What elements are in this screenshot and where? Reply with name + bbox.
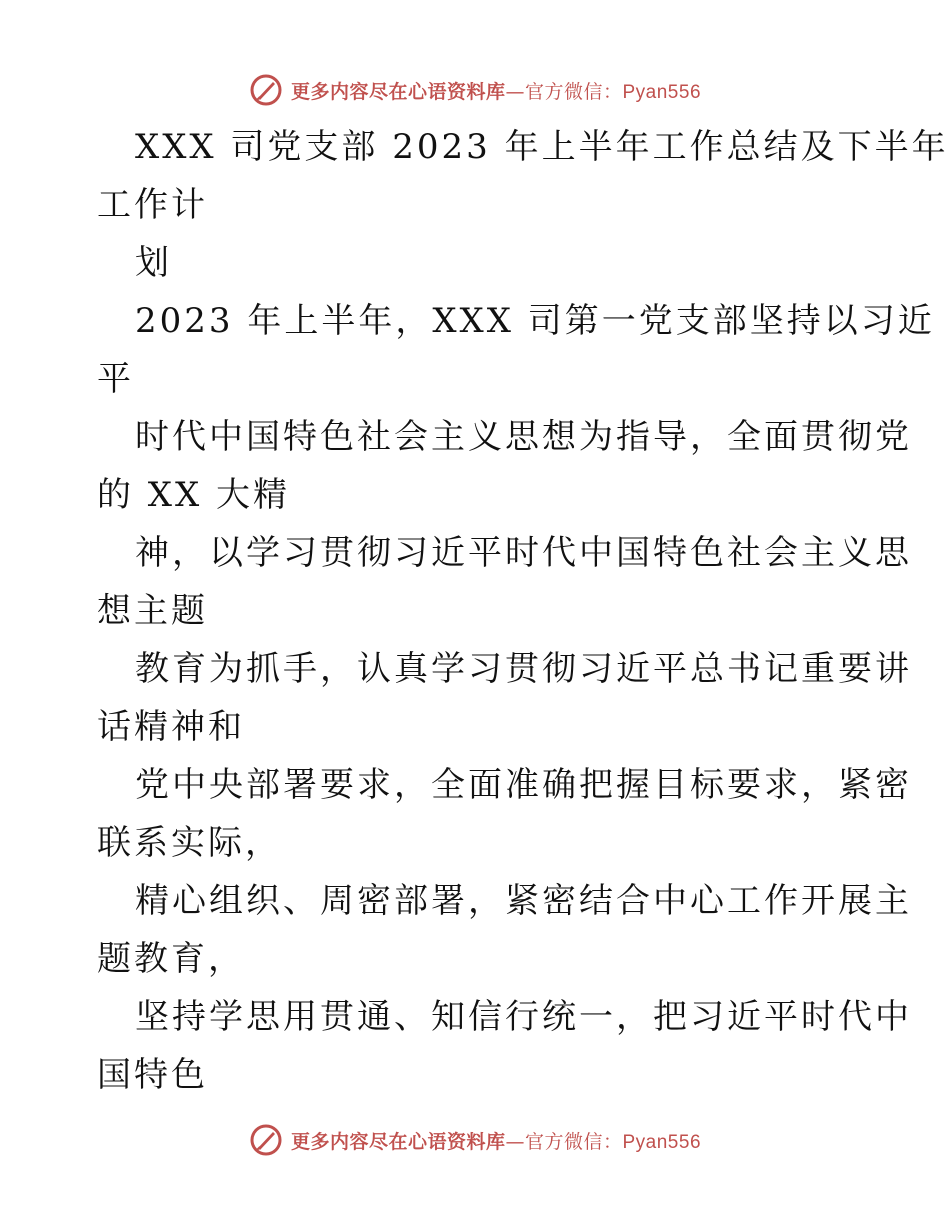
text-line: 的 XX 大精 <box>97 475 291 515</box>
text-line: 平 <box>97 359 134 399</box>
text-line: XXX 司党支部 2023 年上半年工作总结及下半年 <box>135 127 949 167</box>
text-line: 神，以学习贯彻习近平时代中国特色社会主义思 <box>135 533 912 573</box>
footer-watermark <box>0 1120 950 1160</box>
text-line: 话精神和 <box>97 707 245 747</box>
text-line: 2023 年上半年，XXX 司第一党支部坚持以习近 <box>135 301 935 341</box>
header-watermark <box>0 70 950 110</box>
text-line: 划 <box>135 243 172 283</box>
text-line: 想主题 <box>97 591 208 631</box>
text-line: 坚持学思用贯通、知信行统一，把习近平时代中 <box>135 997 912 1037</box>
text-line: 国特色 <box>97 1055 208 1095</box>
text-line: 教育为抓手，认真学习贯彻习近平总书记重要讲 <box>135 649 912 689</box>
text-line: 党中央部署要求，全面准确把握目标要求，紧密 <box>135 765 912 805</box>
text-line: 时代中国特色社会主义思想为指导，全面贯彻党 <box>135 417 912 457</box>
text-line: 联系实际， <box>97 823 282 863</box>
watermark-text: 更多内容尽在心语资料库—官方微信：Pyan556 <box>290 1130 702 1153</box>
quill-pen-logo-icon <box>249 1123 283 1157</box>
text-line: 题教育， <box>97 939 245 979</box>
watermark-text: 更多内容尽在心语资料库—官方微信：Pyan556 <box>290 80 702 103</box>
text-line: 工作计 <box>97 185 208 225</box>
quill-pen-logo-icon <box>249 73 283 107</box>
document-body <box>97 118 949 1104</box>
text-line: 精心组织、周密部署，紧密结合中心工作开展主 <box>135 881 912 921</box>
